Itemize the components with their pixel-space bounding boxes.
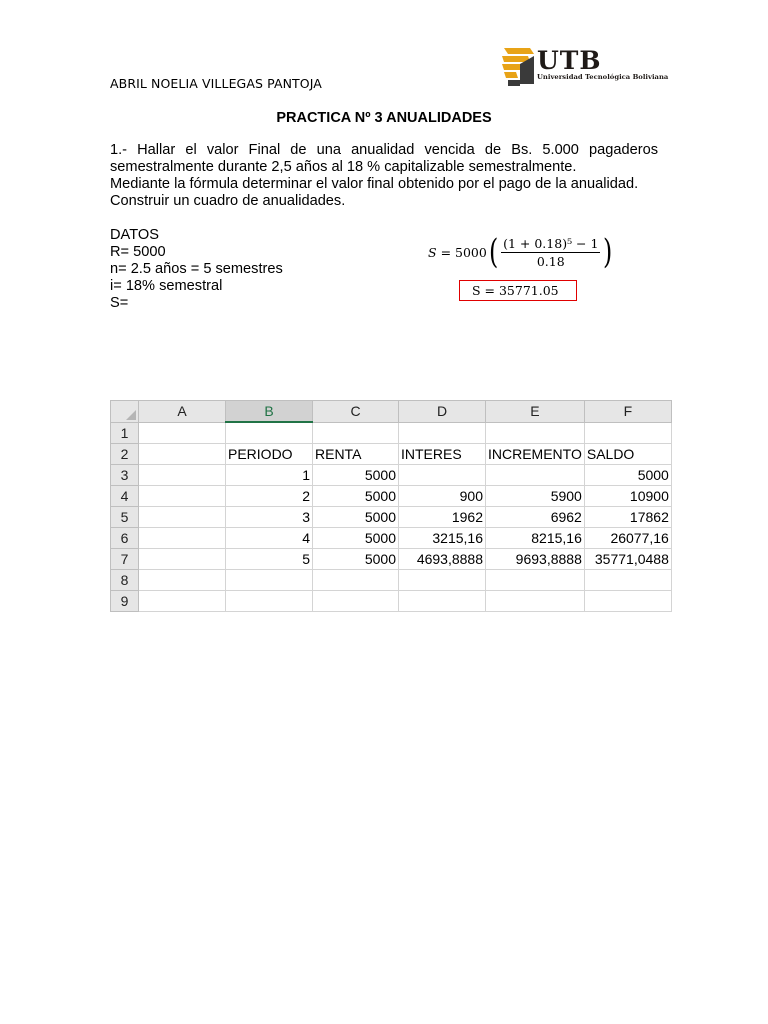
formula-eq: = 5000 xyxy=(440,244,487,260)
cell-e7[interactable]: 9693,8888 xyxy=(486,549,585,570)
cell-f1[interactable] xyxy=(584,422,671,444)
cell-a8[interactable] xyxy=(139,570,226,591)
cell-f2[interactable]: SALDO xyxy=(584,444,671,465)
cell-b7[interactable]: 5 xyxy=(226,549,313,570)
problem-line-3: Mediante la fórmula determinar el valor final obtenido por el pago de la anualidad. xyxy=(110,176,639,192)
cell-f3[interactable]: 5000 xyxy=(584,465,671,486)
table-row xyxy=(111,591,672,612)
cell-f7[interactable]: 35771,0488 xyxy=(584,549,671,570)
cell-e2[interactable]: INCREMENTO xyxy=(486,444,585,465)
formula-open-paren: ( xyxy=(488,232,499,272)
cell-a2[interactable] xyxy=(139,444,226,465)
column-header-a[interactable]: A xyxy=(139,401,226,423)
cell-e6[interactable]: 8215,16 xyxy=(486,528,585,549)
table-row xyxy=(111,528,672,549)
formula-close-paren: ) xyxy=(603,232,613,272)
cell-e9[interactable] xyxy=(486,591,585,612)
row-header-3[interactable]: 3 xyxy=(111,465,139,486)
table-row xyxy=(111,507,672,528)
column-header-row xyxy=(111,401,672,423)
cell-d4[interactable]: 900 xyxy=(399,486,486,507)
cell-c3[interactable]: 5000 xyxy=(313,465,399,486)
table-row xyxy=(111,549,672,570)
cell-b6[interactable]: 4 xyxy=(226,528,313,549)
cell-c7[interactable]: 5000 xyxy=(313,549,399,570)
cell-d1[interactable] xyxy=(399,422,486,444)
logo-subtitle: Universidad Tecnológica Boliviana xyxy=(537,73,669,81)
utb-emblem-icon xyxy=(500,44,536,88)
author-name: ABRIL NOELIA VILLEGAS PANTOJA xyxy=(110,76,322,91)
table-row xyxy=(111,465,672,486)
cell-b8[interactable] xyxy=(226,570,313,591)
table-row xyxy=(111,422,672,444)
cell-f9[interactable] xyxy=(584,591,671,612)
result-box: S = 35771.05 xyxy=(459,280,577,301)
cell-b3[interactable]: 1 xyxy=(226,465,313,486)
cell-e4[interactable]: 5900 xyxy=(486,486,585,507)
cell-d5[interactable]: 1962 xyxy=(399,507,486,528)
row-header-5[interactable]: 5 xyxy=(111,507,139,528)
row-header-8[interactable]: 8 xyxy=(111,570,139,591)
problem-line-4: Construir un cuadro de anualidades. xyxy=(110,193,346,209)
cell-d2[interactable]: INTERES xyxy=(399,444,486,465)
cell-a4[interactable] xyxy=(139,486,226,507)
cell-a6[interactable] xyxy=(139,528,226,549)
page-title: PRACTICA Nº 3 ANUALIDADES xyxy=(276,110,492,126)
formula-lhs: S xyxy=(428,244,437,260)
datos-r: R= 5000 xyxy=(110,244,166,260)
cell-b4[interactable]: 2 xyxy=(226,486,313,507)
cell-a5[interactable] xyxy=(139,507,226,528)
problem-statement xyxy=(110,142,658,210)
cell-c1[interactable] xyxy=(313,422,399,444)
cell-d8[interactable] xyxy=(399,570,486,591)
cell-c6[interactable]: 5000 xyxy=(313,528,399,549)
cell-f4[interactable]: 10900 xyxy=(584,486,671,507)
datos-heading: DATOS xyxy=(110,227,159,243)
row-header-7[interactable]: 7 xyxy=(111,549,139,570)
cell-f5[interactable]: 17862 xyxy=(584,507,671,528)
cell-b9[interactable] xyxy=(226,591,313,612)
table-row xyxy=(111,444,672,465)
annuity-formula xyxy=(428,232,615,272)
column-header-c[interactable]: C xyxy=(313,401,399,423)
cell-c5[interactable]: 5000 xyxy=(313,507,399,528)
cell-e8[interactable] xyxy=(486,570,585,591)
cell-e5[interactable]: 6962 xyxy=(486,507,585,528)
cell-d7[interactable]: 4693,8888 xyxy=(399,549,486,570)
row-header-4[interactable]: 4 xyxy=(111,486,139,507)
cell-d6[interactable]: 3215,16 xyxy=(399,528,486,549)
cell-c2[interactable]: RENTA xyxy=(313,444,399,465)
datos-s: S= xyxy=(110,295,129,311)
cell-b1[interactable] xyxy=(226,422,313,444)
logo-name: UTB xyxy=(537,46,602,75)
cell-a1[interactable] xyxy=(139,422,226,444)
row-header-6[interactable]: 6 xyxy=(111,528,139,549)
cell-b2[interactable]: PERIODO xyxy=(226,444,313,465)
cell-c4[interactable]: 5000 xyxy=(313,486,399,507)
formula-numerator: (1 + 0.18)⁵ − 1 xyxy=(503,235,599,251)
column-header-e[interactable]: E xyxy=(486,401,585,423)
utb-logo xyxy=(500,42,669,90)
column-header-d[interactable]: D xyxy=(399,401,486,423)
cell-f6[interactable]: 26077,16 xyxy=(584,528,671,549)
select-all-corner[interactable] xyxy=(111,401,139,423)
cell-e1[interactable] xyxy=(486,422,585,444)
column-header-f[interactable]: F xyxy=(584,401,671,423)
datos-section xyxy=(110,227,283,312)
datos-n: n= 2.5 años = 5 semestres xyxy=(110,261,283,277)
cell-f8[interactable] xyxy=(584,570,671,591)
cell-b5[interactable]: 3 xyxy=(226,507,313,528)
cell-a3[interactable] xyxy=(139,465,226,486)
cell-d3[interactable] xyxy=(399,465,486,486)
formula-fraction xyxy=(501,236,600,269)
cell-d9[interactable] xyxy=(399,591,486,612)
formula-denominator: 0.18 xyxy=(536,253,565,269)
row-header-1[interactable]: 1 xyxy=(111,422,139,444)
cell-c8[interactable] xyxy=(313,570,399,591)
spreadsheet-grid xyxy=(110,400,672,612)
cell-a9[interactable] xyxy=(139,591,226,612)
cell-e3[interactable] xyxy=(486,465,585,486)
row-header-2[interactable]: 2 xyxy=(111,444,139,465)
row-header-9[interactable]: 9 xyxy=(111,591,139,612)
column-header-b[interactable]: B xyxy=(226,401,313,423)
table-row xyxy=(111,570,672,591)
datos-i: i= 18% semestral xyxy=(110,278,223,294)
table-row xyxy=(111,486,672,507)
spreadsheet xyxy=(110,393,678,609)
problem-line-1: 1.- Hallar el valor Final de una anualidad vencida de Bs. 5.000 pagaderos xyxy=(110,142,658,158)
cell-c9[interactable] xyxy=(313,591,399,612)
problem-line-2: semestralmente durante 2,5 años al 18 % capitalizable semestralmente. xyxy=(110,159,577,175)
cell-a7[interactable] xyxy=(139,549,226,570)
